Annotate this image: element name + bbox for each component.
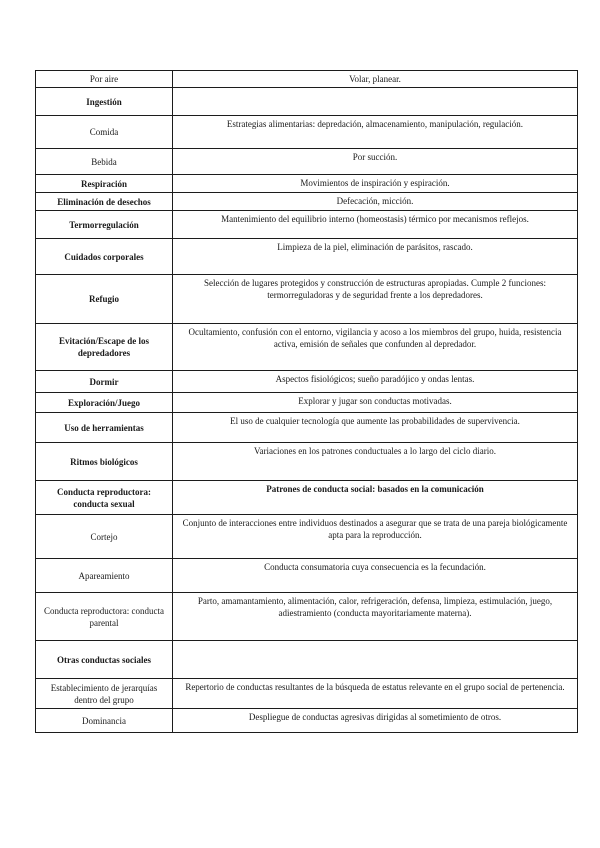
description-cell <box>173 88 578 116</box>
description-cell: Parto, amamantamiento, alimentación, calor, refrigeración, defensa, limpieza, estimulación, juego, adiestramiento (conducta mayoritariamente materna). <box>173 593 578 641</box>
table-row <box>36 324 578 371</box>
table-row <box>36 211 578 239</box>
category-cell: Comida <box>36 116 173 149</box>
category-cell: Conducta reproductora: conducta parental <box>36 593 173 641</box>
category-cell: Bebida <box>36 149 173 175</box>
table-row <box>36 239 578 275</box>
description-cell: Limpieza de la piel, eliminación de parásitos, rascado. <box>173 239 578 275</box>
table-row <box>36 593 578 641</box>
description-cell: Explorar y jugar son conductas motivadas. <box>173 393 578 413</box>
table-row <box>36 88 578 116</box>
table-row <box>36 481 578 515</box>
description-cell <box>173 641 578 679</box>
description-cell: Repertorio de conductas resultantes de la búsqueda de estatus relevante en el grupo social de pertenencia. <box>173 679 578 709</box>
category-cell: Termorregulación <box>36 211 173 239</box>
table-row <box>36 71 578 88</box>
category-cell: Ingestión <box>36 88 173 116</box>
table-row <box>36 393 578 413</box>
table-row <box>36 641 578 679</box>
description-cell: Volar, planear. <box>173 71 578 88</box>
description-cell: Selección de lugares protegidos y construcción de estructuras apropiadas. Cumple 2 funciones: termorreguladoras y de seguridad frente a los depredadores. <box>173 275 578 324</box>
description-cell: Movimientos de inspiración y espiración. <box>173 175 578 193</box>
category-cell: Dormir <box>36 371 173 393</box>
category-cell: Establecimiento de jerarquías dentro del grupo <box>36 679 173 709</box>
description-cell: Ocultamiento, confusión con el entorno, vigilancia y acoso a los miembros del grupo, huida, resistencia activa, emisión de señales que confunden al depredador. <box>173 324 578 371</box>
table-row <box>36 116 578 149</box>
category-cell: Cuidados corporales <box>36 239 173 275</box>
table-row <box>36 175 578 193</box>
description-cell: El uso de cualquier tecnología que aumente las probabilidades de supervivencia. <box>173 413 578 443</box>
description-cell: Mantenimiento del equilibrio interno (homeostasis) térmico por mecanismos reflejos. <box>173 211 578 239</box>
category-cell: Eliminación de desechos <box>36 193 173 211</box>
behavior-table <box>35 70 578 733</box>
category-cell: Cortejo <box>36 515 173 559</box>
table-row <box>36 193 578 211</box>
description-cell: Por succión. <box>173 149 578 175</box>
table-row <box>36 559 578 593</box>
table-row <box>36 149 578 175</box>
description-cell: Variaciones en los patrones conductuales a lo largo del ciclo diario. <box>173 443 578 481</box>
category-cell: Apareamiento <box>36 559 173 593</box>
description-cell: Estrategias alimentarias: depredación, almacenamiento, manipulación, regulación. <box>173 116 578 149</box>
description-cell: Defecación, micción. <box>173 193 578 211</box>
category-cell: Dominancia <box>36 709 173 733</box>
category-cell: Ritmos biológicos <box>36 443 173 481</box>
description-cell: Conducta consumatoria cuya consecuencia es la fecundación. <box>173 559 578 593</box>
category-cell: Por aire <box>36 71 173 88</box>
table-row <box>36 371 578 393</box>
description-cell: Despliegue de conductas agresivas dirigidas al sometimiento de otros. <box>173 709 578 733</box>
category-cell: Otras conductas sociales <box>36 641 173 679</box>
table-row <box>36 443 578 481</box>
category-cell: Conducta reproductora: conducta sexual <box>36 481 173 515</box>
category-cell: Exploración/Juego <box>36 393 173 413</box>
behavior-table-body <box>36 71 578 733</box>
category-cell: Refugio <box>36 275 173 324</box>
table-row <box>36 709 578 733</box>
table-row <box>36 515 578 559</box>
table-row <box>36 679 578 709</box>
description-cell: Aspectos fisiológicos; sueño paradójico y ondas lentas. <box>173 371 578 393</box>
category-cell: Evitación/Escape de los depredadores <box>36 324 173 371</box>
table-row <box>36 413 578 443</box>
description-cell: Conjunto de interacciones entre individuos destinados a asegurar que se trata de una pareja biológicamente apta para la reproducción. <box>173 515 578 559</box>
table-row <box>36 275 578 324</box>
category-cell: Respiración <box>36 175 173 193</box>
category-cell: Uso de herramientas <box>36 413 173 443</box>
description-cell: Patrones de conducta social: basados en la comunicación <box>173 481 578 515</box>
